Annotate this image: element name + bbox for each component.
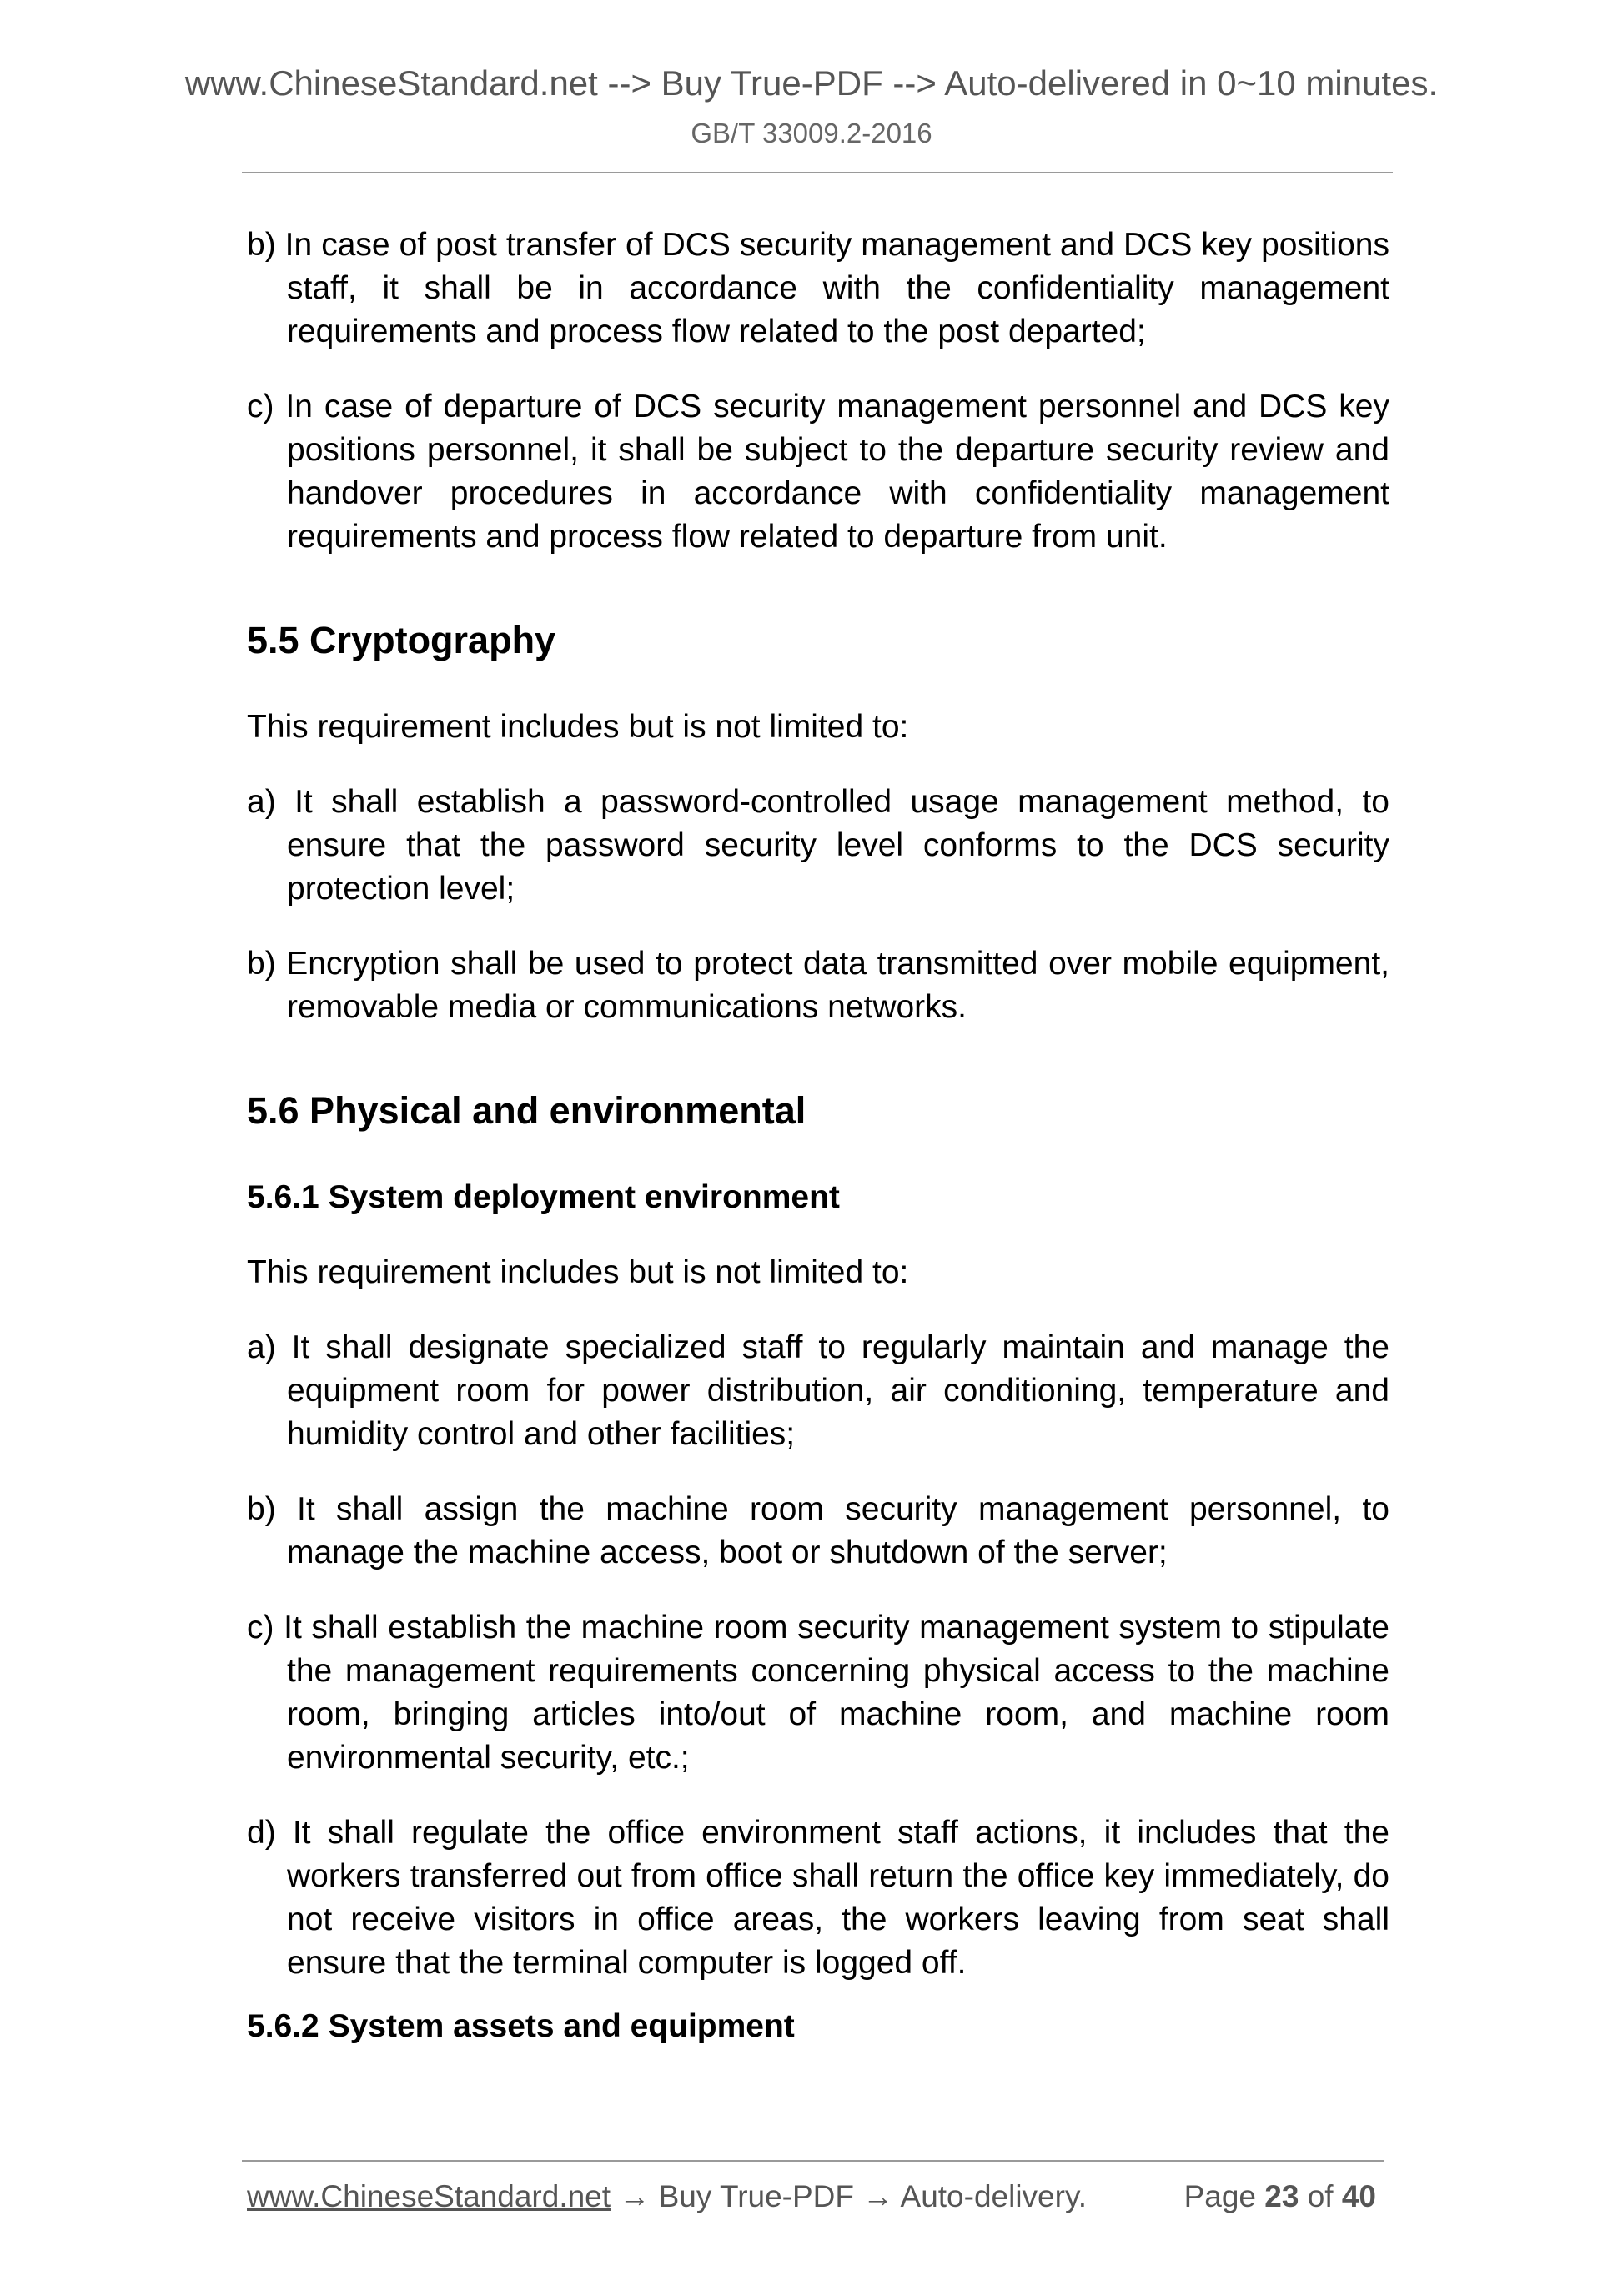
page-total: 40 [1341, 2179, 1376, 2213]
list-item: a) It shall designate specialized staff to regularly maintain and manage the equipment room for power distribution, air conditioning, temperature and humidity control and other facilities; [247, 1329, 1389, 1452]
list-item: a) It shall establish a password-controlled usage management method, to ensure that the password security level conforms to the DCS security protection level; [247, 784, 1389, 907]
document-body [247, 224, 1389, 2080]
footer-divider [242, 2160, 1384, 2162]
footer-site-link[interactable]: www.ChineseStandard.net [247, 2179, 611, 2213]
list-item: b) In case of post transfer of DCS security management and DCS key positions staff, it shall be in accordance with the confidentiality management requirements and process flow related to the post departed; [247, 227, 1389, 349]
list-item: c) In case of departure of DCS security management personnel and DCS key positions personnel, it shall be subject to the departure security review and handover procedures in accordance with confidentiality management requirements and process flow related to departure from unit. [247, 389, 1389, 555]
footer-promo [247, 2179, 1087, 2214]
subsection-heading-5-6-2: 5.6.2 System assets and equipment [247, 2008, 795, 2044]
header-divider [242, 172, 1393, 173]
subsection-heading-5-6-1: 5.6.1 System deployment environment [247, 1179, 840, 1215]
page-current: 23 [1264, 2179, 1299, 2213]
page-number [1184, 2179, 1376, 2214]
standard-code: GB/T 33009.2-2016 [691, 118, 932, 148]
page-label: Page [1183, 2179, 1256, 2213]
section-intro: This requirement includes but is not limited to: [247, 1254, 909, 1290]
header-banner: www.ChineseStandard.net --> Buy True-PDF --> Auto-delivered in 0~10 minutes. [184, 63, 1439, 103]
page-of: of [1307, 2179, 1334, 2213]
list-item: b) Encryption shall be used to protect data transmitted over mobile equipment, removable media or communications networks. [247, 946, 1389, 1025]
section-heading-5-5: 5.5 Cryptography [247, 619, 556, 661]
section-heading-5-6: 5.6 Physical and environmental [247, 1089, 806, 1132]
footer-tagline: → Buy True-PDF → Auto-delivery. [619, 2179, 1087, 2213]
section-intro: This requirement includes but is not limited to: [247, 709, 909, 745]
list-item: b) It shall assign the machine room security management personnel, to manage the machine access, boot or shutdown of the server; [247, 1491, 1389, 1570]
list-item: c) It shall establish the machine room security management system to stipulate the management requirements concerning physical access to the machine room, bringing articles into/out of machine room, and machine room environmental security, etc.; [247, 1610, 1389, 1776]
list-item: d) It shall regulate the office environment staff actions, it includes that the workers transferred out from office shall return the office key immediately, do not receive visitors in office areas, the workers leaving from seat shall ensure that the terminal computer is logged off. [247, 1815, 1389, 1981]
